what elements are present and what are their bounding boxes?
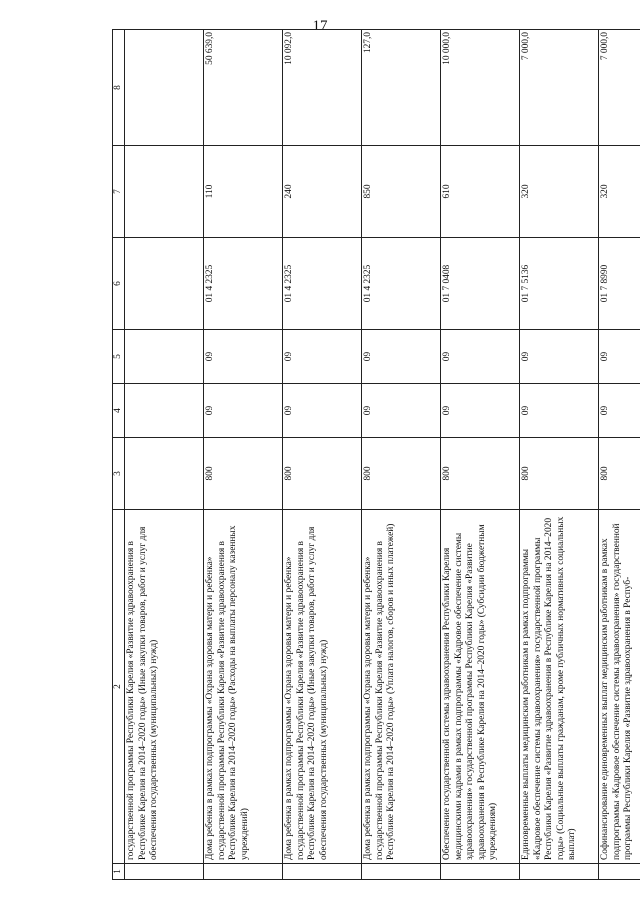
cell-description: Дома ребенка в рамках подпрограммы «Охрана здоровья матери и ребенка» государственной программы Республики Карелия «Развитие здравоохранения в Республике Карелия на 2014–2020 годы» (Уплата налогов, сборов и иных платежей) — [362, 510, 441, 864]
table-row — [599, 30, 640, 880]
cell-target-article — [125, 238, 204, 330]
cell-description: Единовременные выплаты медицинским работникам в рамках подпрограммы «Кадровое обеспечение системы здравоохранения» государственной программы Республики Карелия «Развитие здравоохранения в Республике Карелия на 2014–2020 годы» (Социальные выплаты гражданам, кроме публичных нормативных социальных выплат) — [520, 510, 599, 864]
cell-subsection — [125, 330, 204, 384]
cell-target-article: 01 7 8990 — [599, 238, 640, 330]
cell-section: 09 — [362, 384, 441, 438]
column-header-1: 1 — [113, 864, 125, 880]
cell-section: 09 — [599, 384, 640, 438]
cell-target-article: 01 7 0408 — [441, 238, 520, 330]
cell-subsection: 09 — [599, 330, 640, 384]
column-header-6: 6 — [113, 238, 125, 330]
cell-index — [283, 864, 362, 880]
cell-expense-type: 110 — [204, 146, 283, 238]
table-row — [441, 30, 520, 880]
table-row — [125, 30, 204, 880]
column-header-8: 8 — [113, 30, 125, 146]
cell-expense-type — [125, 146, 204, 238]
cell-description: Дома ребенка в рамках подпрограммы «Охрана здоровья матери и ребенка» государственной программы Республики Карелия «Развитие здравоохранения в Республике Карелия на 2014–2020 годы» (Расходы на выплаты персоналу казенных учреждений) — [204, 510, 283, 864]
cell-index — [520, 864, 599, 880]
cell-description: государственной программы Республики Карелия «Развитие здравоохранения в Республике Карелия на 2014–2020 годы» (Иные закупки товаров, работ и услуг для обеспечения государственных (муниципальных) нужд) — [125, 510, 204, 864]
cell-amount: 7 000,0 — [520, 30, 599, 146]
cell-subsection: 09 — [441, 330, 520, 384]
rotated-table-container — [112, 30, 632, 880]
cell-section: 09 — [520, 384, 599, 438]
cell-ministry-code: 800 — [599, 438, 640, 510]
cell-expense-type: 610 — [441, 146, 520, 238]
cell-expense-type: 850 — [362, 146, 441, 238]
column-header-3: 3 — [113, 438, 125, 510]
cell-ministry-code — [125, 438, 204, 510]
cell-section: 09 — [283, 384, 362, 438]
cell-section — [125, 384, 204, 438]
cell-ministry-code: 800 — [283, 438, 362, 510]
cell-index — [599, 864, 640, 880]
cell-description: Обеспечение государственной системы здравоохранения Республики Карелия медицинскими кадрами в рамках подпрограммы «Кадровое обеспечение системы здравоохранения» государственной программы Республики Карелия «Развитие здравоохранения в Республике Карелия на 2014–2020 годы» (Субсидии бюджетным учреждениям) — [441, 510, 520, 864]
cell-index — [362, 864, 441, 880]
cell-amount: 127,0 — [362, 30, 441, 146]
cell-target-article: 01 4 2325 — [204, 238, 283, 330]
cell-amount: 10 092,0 — [283, 30, 362, 146]
cell-target-article: 01 4 2325 — [283, 238, 362, 330]
table-row — [362, 30, 441, 880]
table-row — [204, 30, 283, 880]
page-number: 17 — [312, 18, 328, 34]
cell-subsection: 09 — [283, 330, 362, 384]
table-row — [283, 30, 362, 880]
cell-index — [125, 864, 204, 880]
cell-ministry-code: 800 — [520, 438, 599, 510]
cell-amount: 7 000,0 — [599, 30, 640, 146]
table-row — [520, 30, 599, 880]
cell-expense-type: 320 — [520, 146, 599, 238]
column-header-2: 2 — [113, 510, 125, 864]
cell-ministry-code: 800 — [362, 438, 441, 510]
table-header-row — [113, 30, 125, 880]
cell-ministry-code: 800 — [441, 438, 520, 510]
cell-amount — [125, 30, 204, 146]
cell-section: 09 — [441, 384, 520, 438]
cell-index — [441, 864, 520, 880]
cell-description: Дома ребенка в рамках подпрограммы «Охрана здоровья матери и ребенка» государственной программы Республики Карелия «Развитие здравоохранения в Республике Карелия на 2014–2020 годы» (Иные закупки товаров, работ и услуг для обеспечения государственных (муниципальных) нужд) — [283, 510, 362, 864]
budget-table — [112, 29, 640, 880]
cell-expense-type: 240 — [283, 146, 362, 238]
cell-ministry-code: 800 — [204, 438, 283, 510]
cell-subsection: 09 — [362, 330, 441, 384]
cell-amount: 10 000,0 — [441, 30, 520, 146]
column-header-5: 5 — [113, 330, 125, 384]
column-header-7: 7 — [113, 146, 125, 238]
cell-subsection: 09 — [520, 330, 599, 384]
cell-amount: 50 639,0 — [204, 30, 283, 146]
cell-expense-type: 320 — [599, 146, 640, 238]
cell-section: 09 — [204, 384, 283, 438]
cell-index — [204, 864, 283, 880]
cell-target-article: 01 7 5136 — [520, 238, 599, 330]
cell-subsection: 09 — [204, 330, 283, 384]
column-header-4: 4 — [113, 384, 125, 438]
cell-target-article: 01 4 2325 — [362, 238, 441, 330]
cell-description: Софинансирование единовременных выплат медицинским работникам в рамках подпрограммы «Кадровое обеспечение системы здравоохранения» государственной программы Республики Карелия «Развитие здравоохранения в Респуб- — [599, 510, 640, 864]
